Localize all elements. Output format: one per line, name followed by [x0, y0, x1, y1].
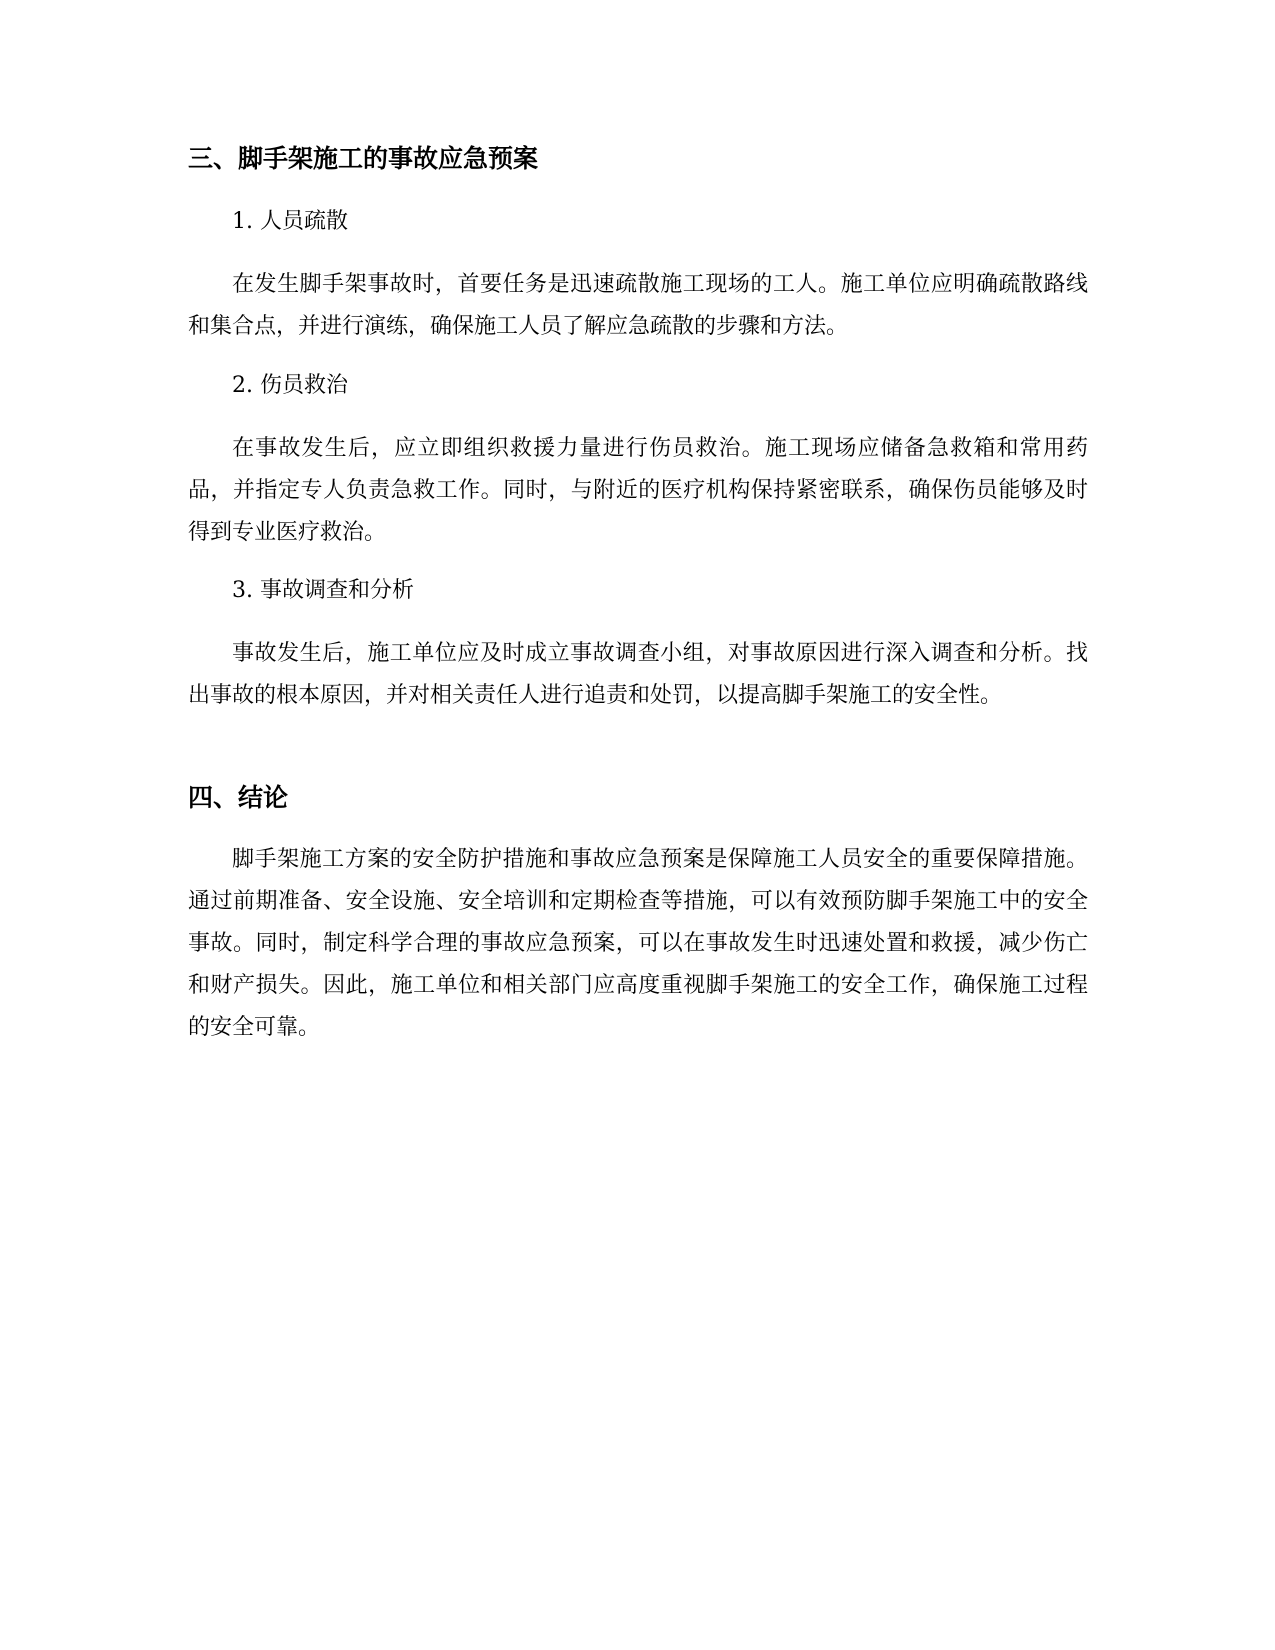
item-1-body: 在发生脚手架事故时，首要任务是迅速疏散施工现场的工人。施工单位应明确疏散路线和集合点，并进行演练，确保施工人员了解应急疏散的步骤和方法。: [188, 272, 1088, 339]
item-2-body: 在事故发生后，应立即组织救援力量进行伤员救治。施工现场应储备急救箱和常用药品，并指定专人负责急救工作。同时，与附近的医疗机构保持紧密联系，确保伤员能够及时得到专业医疗救治。: [188, 436, 1088, 545]
section-3-heading: 三、脚手架施工的事故应急预案: [188, 144, 539, 173]
item-2-title: 2. 伤员救治: [232, 373, 348, 398]
conclusion-body: 脚手架施工方案的安全防护措施和事故应急预案是保障施工人员安全的重要保障措施。通过前期准备、安全设施、安全培训和定期检查等措施，可以有效预防脚手架施工中的安全事故。同时，制定科学合理的事故应急预案，可以在事故发生时迅速处置和救援，减少伤亡和财产损失。因此，施工单位和相关部门应高度重视脚手架施工的安全工作，确保施工过程的安全可靠。: [188, 847, 1088, 1040]
item-3-body: 事故发生后，施工单位应及时成立事故调查小组，对事故原因进行深入调查和分析。找出事故的根本原因，并对相关责任人进行追责和处罚，以提高脚手架施工的安全性。: [188, 641, 1088, 708]
section-4-heading: 四、结论: [188, 783, 289, 812]
item-1-title: 1. 人员疏散: [232, 209, 348, 234]
item-3-title: 3. 事故调查和分析: [232, 578, 414, 603]
